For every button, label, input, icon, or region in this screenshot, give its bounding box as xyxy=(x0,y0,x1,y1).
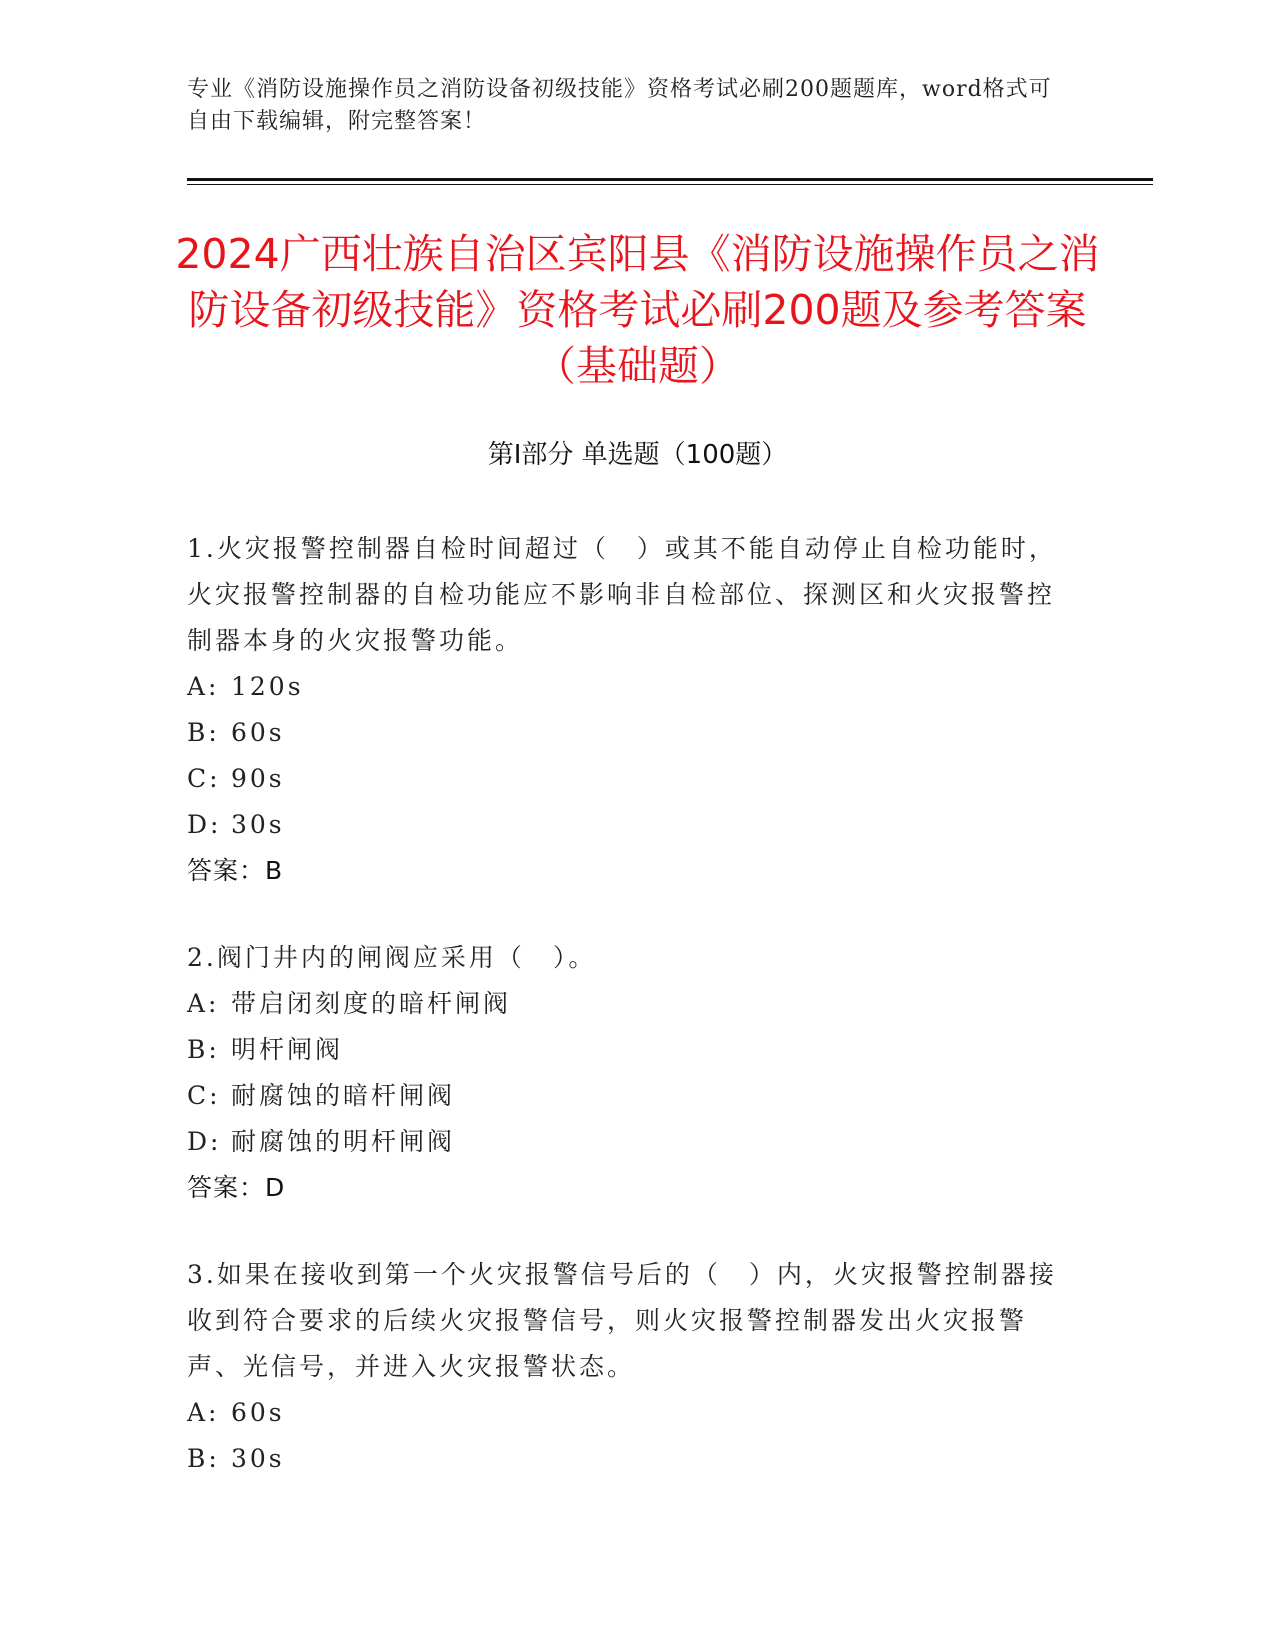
option-key: B: xyxy=(187,1035,220,1064)
option-key: A: xyxy=(187,1398,220,1427)
option-d xyxy=(187,802,1067,848)
option-b xyxy=(187,710,1067,756)
option-a xyxy=(187,664,1067,710)
option-key: C: xyxy=(187,764,221,793)
option-text: 120s xyxy=(231,672,304,701)
question-stem: 1.火灾报警控制器自检时间超过（ ）或其不能自动停止自检功能时，火灾报警控制器的自检功能应不影响非自检部位、探测区和火灾报警控制器本身的火灾报警功能。 xyxy=(187,534,1057,655)
header-note: 专业《消防设施操作员之消防设备初级技能》资格考试必刷200题题库，word格式可自由下载编辑，附完整答案！ xyxy=(187,77,1052,134)
option-key: A: xyxy=(187,672,220,701)
option-c xyxy=(187,1073,1067,1119)
option-text: 90s xyxy=(231,764,285,793)
option-key: D: xyxy=(187,1127,222,1156)
document-title: 2024广西壮族自治区宾阳县《消防设施操作员之消防设备初级技能》资格考试必刷200题及参考答案（基础题） xyxy=(175,230,1100,390)
option-text: 明杆闸阀 xyxy=(231,1035,344,1064)
option-key: C: xyxy=(187,1081,221,1110)
header-divider-thin xyxy=(187,184,1153,185)
section-heading: 第I部分 单选题（100题） xyxy=(487,440,788,470)
option-d xyxy=(187,1119,1067,1165)
option-text: 耐腐蚀的明杆闸阀 xyxy=(231,1127,456,1156)
header-divider-thick xyxy=(187,178,1153,181)
option-text: 耐腐蚀的暗杆闸阀 xyxy=(231,1081,456,1110)
option-text: 30s xyxy=(231,1444,285,1473)
question-stem: 2.阀门井内的闸阀应采用（ ）。 xyxy=(187,943,597,972)
option-b xyxy=(187,1436,1067,1482)
option-c xyxy=(187,756,1067,802)
option-key: A: xyxy=(187,989,220,1018)
option-text: 带启闭刻度的暗杆闸阀 xyxy=(231,989,512,1018)
option-text: 60s xyxy=(231,718,285,747)
option-text: 60s xyxy=(231,1398,285,1427)
option-a xyxy=(187,981,1067,1027)
option-key: B: xyxy=(187,1444,220,1473)
question-answer: 答案：D xyxy=(187,1173,286,1202)
option-key: B: xyxy=(187,718,220,747)
question-stem: 3.如果在接收到第一个火灾报警信号后的（ ）内，火灾报警控制器接收到符合要求的后续火灾报警信号，则火灾报警控制器发出火灾报警声、光信号，并进入火灾报警状态。 xyxy=(187,1260,1057,1381)
question-2 xyxy=(187,935,1067,1211)
question-answer: 答案：B xyxy=(187,856,284,885)
option-b xyxy=(187,1027,1067,1073)
question-3 xyxy=(187,1252,1067,1482)
option-key: D: xyxy=(187,810,222,839)
option-text: 30s xyxy=(231,810,285,839)
question-1 xyxy=(187,526,1067,894)
option-a xyxy=(187,1390,1067,1436)
